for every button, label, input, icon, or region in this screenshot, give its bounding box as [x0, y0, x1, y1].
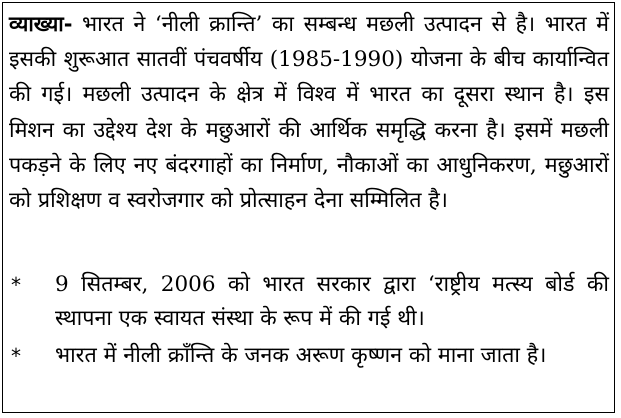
explanation-paragraph — [9, 7, 609, 218]
list-item — [9, 339, 609, 373]
list-item-text: भारत में नीली क्राँन्ति के जनक अरूण कृष्णन को माना जाता है। — [55, 343, 547, 368]
explanation-box — [2, 2, 615, 413]
explanation-label: व्याख्या- — [9, 12, 73, 36]
explanation-text: भारत ने ‘नीली क्रान्ति’ का सम्बन्ध मछली उत्पादन से है। भारत में इसकी शुरूआत सातवीं पंचवर्षीय (1985-1990) योजना के बीच कार्यान्वित की गई। मछली उत्पादन के क्षेत्र में विश्व में भारत का दूसरा स्थान है। इस मिशन का उद्देश्य देश के मछुआरों की आर्थिक समृद्धि करना है। इसमें मछली पकड़ने के लिए नए बंदरगाहों का निर्माण, नौकाओं का आधुनिकरण, मछुआरों को प्रशिक्षण व स्वरोजगार को प्रोत्साहन देना सम्मिलित है। — [9, 12, 609, 214]
bullet-marker: * — [11, 344, 21, 368]
list-item — [9, 268, 609, 336]
fact-list — [9, 268, 609, 376]
list-item-text: 9 सितम्बर, 2006 को भारत सरकार द्वारा ‘राष्ट्रीय मत्स्य बोर्ड की स्थापना एक स्वायत संस्था के रूप में की गई थी। — [55, 272, 609, 331]
bullet-marker: * — [11, 273, 21, 297]
